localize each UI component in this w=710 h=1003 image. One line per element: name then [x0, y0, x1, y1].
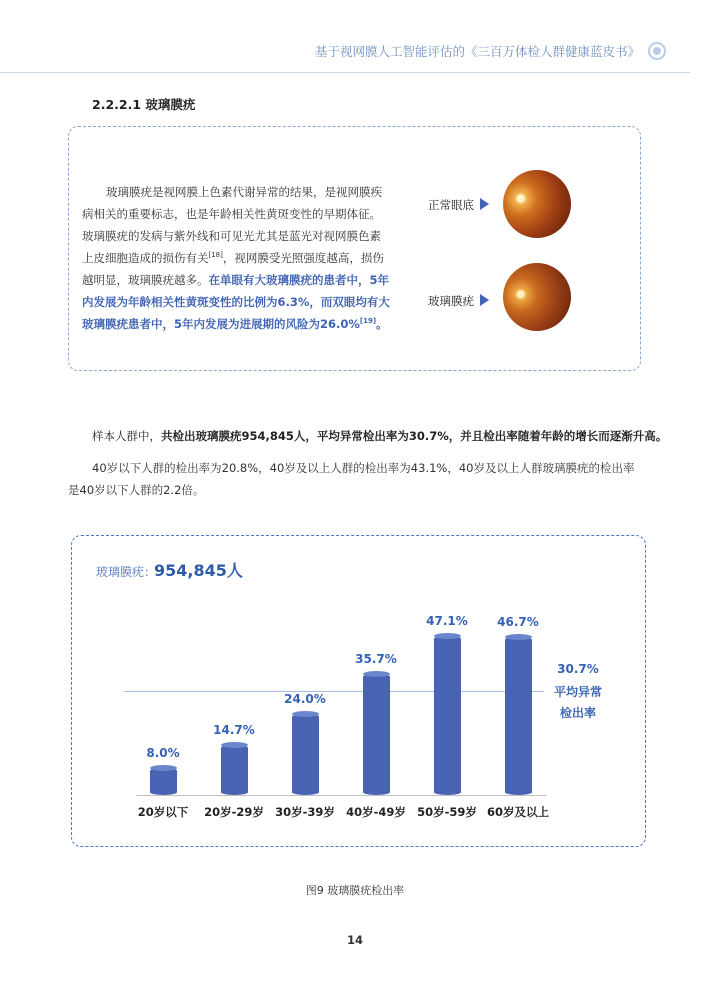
figure-caption: 图9 玻璃膜疣检出率	[305, 884, 405, 897]
intro-end: 。	[376, 317, 388, 331]
intro-text-b: ，视网膜受光照强度越高，损伤越明显，玻璃膜疣越多。	[82, 251, 384, 287]
bar	[150, 768, 177, 795]
normal-fundus-image	[503, 170, 571, 238]
category-label: 60岁及以上	[486, 805, 549, 819]
average-label: 平均异常检出率	[553, 685, 602, 720]
category-label: 50岁-59岁	[417, 805, 477, 819]
bar	[505, 637, 532, 795]
page-number: 14	[346, 933, 363, 947]
average-value: 30.7%	[557, 662, 599, 676]
chart-label: 玻璃膜疣：	[96, 565, 157, 579]
citation-18: [18]	[208, 251, 223, 260]
header-circle-icon	[648, 42, 666, 60]
drusen-fundus-image	[503, 263, 571, 331]
bar	[292, 714, 319, 795]
bar-value-label: 46.7%	[497, 614, 539, 629]
summary-lead: 样本人群中，	[92, 429, 161, 443]
drusen-fundus-label: 玻璃膜疣	[428, 294, 474, 308]
intro-paragraph	[82, 181, 390, 335]
citation-19: [19]	[359, 317, 377, 326]
intro-text-a: 玻璃膜疣是视网膜上色素代谢异常的结果，是视网膜疾病相关的重要标志，也是年龄相关性黄斑变性的早期体征。玻璃膜疣的发病与紫外线和可见光尤其是蓝光对视网膜色素上皮细胞造成的损伤有关	[82, 185, 382, 265]
bar-value-label: 47.1%	[426, 613, 468, 628]
category-label: 20岁以下	[137, 805, 189, 819]
chart-total: 954,845人	[154, 561, 243, 580]
header-divider	[0, 72, 690, 73]
section-title: 2.2.2.1 玻璃膜疣	[92, 97, 196, 112]
arrow-right-icon	[480, 198, 489, 210]
x-axis	[136, 795, 546, 796]
bar-value-label: 35.7%	[355, 652, 397, 667]
header-title: 基于视网膜人工智能评估的《三百万体检人群健康蓝皮书》	[314, 44, 640, 59]
arrow-right-icon	[480, 294, 489, 306]
bar	[221, 745, 248, 795]
category-label: 20岁-29岁	[204, 805, 264, 819]
category-label: 40岁-49岁	[346, 805, 406, 819]
bar-value-label: 8.0%	[146, 745, 180, 760]
bar-value-label: 14.7%	[213, 723, 255, 738]
bar	[363, 674, 390, 795]
category-label: 30岁-39岁	[275, 805, 335, 819]
bar	[434, 636, 461, 795]
normal-fundus-label: 正常眼底	[428, 198, 474, 212]
bar-value-label: 24.0%	[284, 691, 326, 706]
summary-bold: 共检出玻璃膜疣954,845人，平均异常检出率为30.7%，并且检出率随着年龄的增长而逐渐升高。	[161, 429, 668, 443]
detail-paragraph: 40岁以下人群的检出率为20.8%，40岁及以上人群的检出率为43.1%，40岁及以上人群玻璃膜疣的检出率是40岁以下人群的2.2倍。	[68, 461, 635, 497]
intro-highlight: 在单眼有大玻璃膜疣的患者中，5年内发展为年龄相关性黄斑变性的比例为6.3%，而双眼均有大玻璃膜疣患者中，5年内发展为进展期的风险为26.0%	[82, 273, 390, 331]
summary-paragraph	[92, 428, 667, 444]
